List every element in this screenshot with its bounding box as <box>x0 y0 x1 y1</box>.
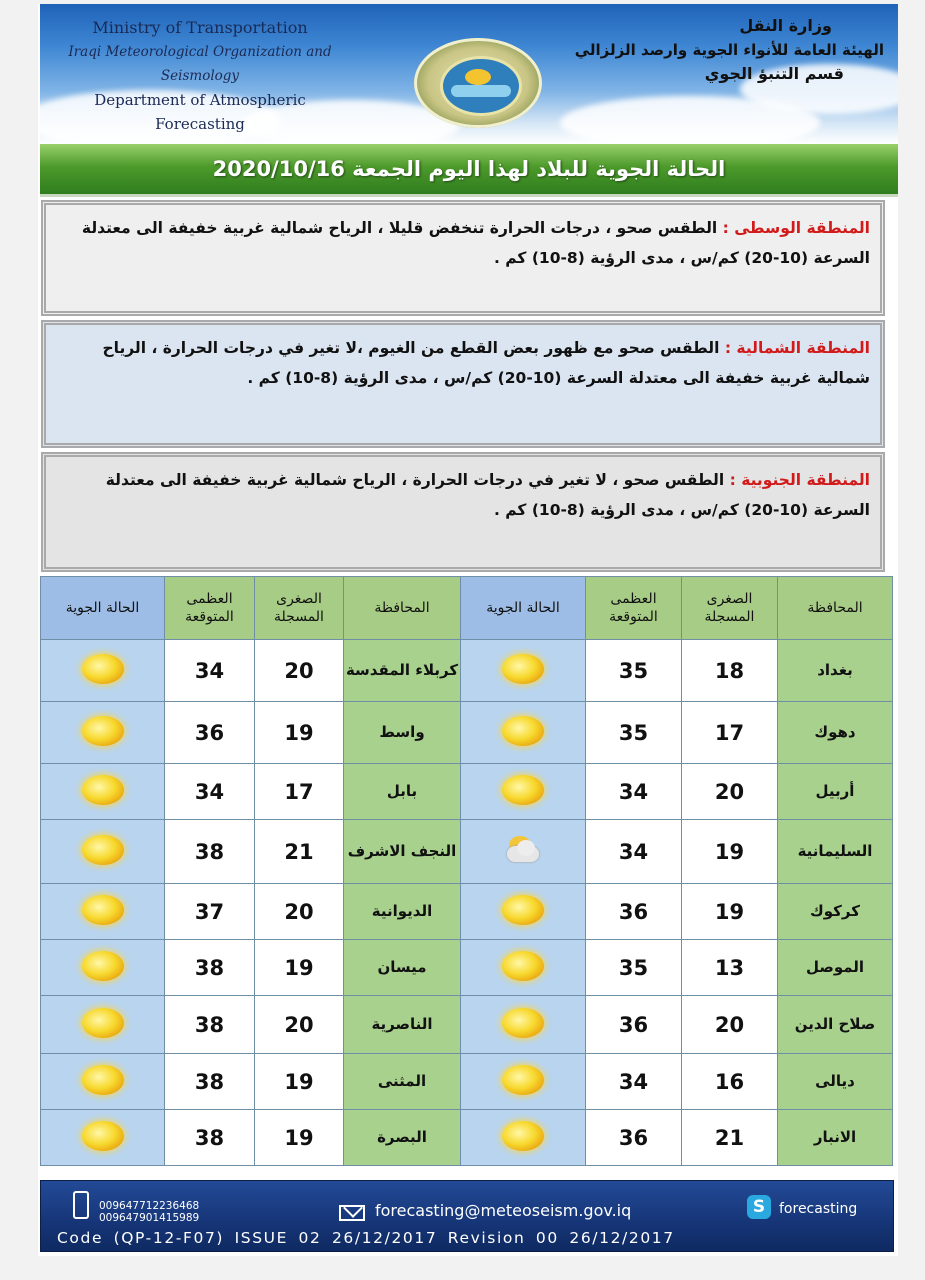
email-address[interactable]: forecasting@meteoseism.gov.iq <box>375 1201 632 1220</box>
sun-icon <box>82 1121 124 1151</box>
header-banner <box>40 4 898 144</box>
min-temp-cell: 17 <box>682 702 778 764</box>
governorate-cell: واسط <box>344 702 461 764</box>
governorate-cell: بابل <box>344 764 461 820</box>
max-temp-cell: 34 <box>586 820 682 884</box>
governorate-cell: السليمانية <box>778 820 893 884</box>
region-name: المنطقة الجنوبية : <box>729 471 870 489</box>
governorate-cell: الموصل <box>778 940 893 996</box>
governorate-cell: الناصرية <box>344 996 461 1054</box>
sun-icon <box>502 1008 544 1038</box>
phone-numbers <box>99 1200 199 1224</box>
governorate-cell: الانبار <box>778 1110 893 1166</box>
governorate-cell: بغداد <box>778 640 893 702</box>
partly-cloudy-icon <box>503 834 543 866</box>
condition-cell <box>461 640 586 702</box>
min-temp-cell: 13 <box>682 940 778 996</box>
header-governorate: المحافظة <box>778 577 893 640</box>
governorate-cell: أربيل <box>778 764 893 820</box>
min-temp-cell: 19 <box>255 1110 344 1166</box>
header-min-temp: الصغرى المسجلة <box>255 577 344 640</box>
condition-cell <box>41 764 165 820</box>
skype-handle[interactable]: forecasting <box>779 1201 858 1217</box>
phone-number: 009647712236468 <box>99 1200 200 1212</box>
governorate-cell: دهوك <box>778 702 893 764</box>
region-name: المنطقة الشمالية : <box>724 339 870 357</box>
sun-icon <box>502 1121 544 1151</box>
condition-cell <box>41 996 165 1054</box>
governorate-cell: كربلاء المقدسة <box>344 640 461 702</box>
sun-icon <box>82 775 124 805</box>
min-temp-cell: 20 <box>255 884 344 940</box>
ministry-name-ar: وزارة النقل <box>739 16 832 35</box>
condition-cell <box>41 1054 165 1110</box>
header-max-temp: العظمى المتوقعة <box>586 577 682 640</box>
condition-cell <box>41 884 165 940</box>
sun-icon <box>82 835 124 865</box>
max-temp-cell: 36 <box>165 702 255 764</box>
table-row <box>41 1054 893 1110</box>
max-temp-cell: 38 <box>165 1110 255 1166</box>
max-temp-cell: 38 <box>165 1054 255 1110</box>
table-row <box>41 884 893 940</box>
min-temp-cell: 20 <box>255 640 344 702</box>
header-condition: الحالة الجوية <box>41 577 165 640</box>
region-forecast-text: الطقس صحو ، درجات الحرارة تنخفض قليلا ، الرياح شمالية غربية خفيفة الى معتدلة السرعة (10-20) كم/س ، مدى الرؤية (8-10) كم . <box>81 219 870 267</box>
condition-cell <box>461 996 586 1054</box>
sun-icon <box>502 775 544 805</box>
min-temp-cell: 19 <box>682 820 778 884</box>
condition-cell <box>41 940 165 996</box>
max-temp-cell: 36 <box>586 1110 682 1166</box>
min-temp-cell: 21 <box>255 820 344 884</box>
governorate-cell: ميسان <box>344 940 461 996</box>
condition-cell <box>41 640 165 702</box>
region-south <box>41 452 885 572</box>
table-row <box>41 1110 893 1166</box>
max-temp-cell: 37 <box>165 884 255 940</box>
max-temp-cell: 34 <box>165 640 255 702</box>
max-temp-cell: 35 <box>586 702 682 764</box>
table-row <box>41 764 893 820</box>
max-temp-cell: 34 <box>165 764 255 820</box>
organization-seal-icon <box>414 38 542 128</box>
header-condition: الحالة الجوية <box>461 577 586 640</box>
min-temp-cell: 19 <box>682 884 778 940</box>
table-row <box>41 820 893 884</box>
min-temp-cell: 19 <box>255 1054 344 1110</box>
sun-icon <box>82 716 124 746</box>
sun-icon <box>82 1065 124 1095</box>
condition-cell <box>41 820 165 884</box>
max-temp-cell: 38 <box>165 996 255 1054</box>
condition-cell <box>461 1054 586 1110</box>
max-temp-cell: 36 <box>586 884 682 940</box>
header-governorate: المحافظة <box>344 577 461 640</box>
condition-cell <box>461 702 586 764</box>
sun-icon <box>502 895 544 925</box>
sun-icon <box>82 654 124 684</box>
skype-icon: S <box>747 1195 771 1219</box>
table-row <box>41 702 893 764</box>
max-temp-cell: 38 <box>165 820 255 884</box>
table-row <box>41 640 893 702</box>
condition-cell <box>41 702 165 764</box>
min-temp-cell: 20 <box>682 996 778 1054</box>
sun-icon <box>502 1065 544 1095</box>
forecast-table <box>40 576 893 1166</box>
governorate-cell: النجف الاشرف <box>344 820 461 884</box>
min-temp-cell: 17 <box>255 764 344 820</box>
region-forecast-text: الطقس صحو ، لا تغير في درجات الحرارة ، الرياح شمالية غربية خفيفة الى معتدلة السرعة (10-20) كم/س ، مدى الرؤية (8-10) كم . <box>105 471 870 519</box>
governorate-cell: البصرة <box>344 1110 461 1166</box>
sun-icon <box>502 716 544 746</box>
sun-icon <box>502 951 544 981</box>
document-code: Code (QP-12-F07) ISSUE 02 26/12/2017 Revision 00 26/12/2017 <box>57 1229 675 1247</box>
min-temp-cell: 21 <box>682 1110 778 1166</box>
department-name-en: Department of Atmospheric Forecasting <box>94 91 306 133</box>
governorate-cell: الديوانية <box>344 884 461 940</box>
governorate-cell: المثنى <box>344 1054 461 1110</box>
min-temp-cell: 19 <box>255 940 344 996</box>
max-temp-cell: 35 <box>586 940 682 996</box>
region-forecast-text: الطقس صحو مع ظهور بعض القطع من الغيوم ،لا تغير في درجات الحرارة ، الرياح شمالية غربية خفيفة الى معتدلة السرعة (10-20) كم/س ، مدى الرؤية (8-10) كم . <box>102 339 870 387</box>
region-north <box>41 320 885 448</box>
min-temp-cell: 20 <box>255 996 344 1054</box>
condition-cell <box>461 1110 586 1166</box>
organization-name-en: Iraqi Meteorological Organization and Seismology <box>68 44 332 84</box>
governorate-cell: صلاح الدين <box>778 996 893 1054</box>
max-temp-cell: 36 <box>586 996 682 1054</box>
bulletin-page <box>38 4 898 1256</box>
mail-icon <box>339 1205 365 1221</box>
condition-cell <box>41 1110 165 1166</box>
min-temp-cell: 18 <box>682 640 778 702</box>
department-name-ar: قسم التنبؤ الجوي <box>704 64 844 83</box>
sun-icon <box>82 1008 124 1038</box>
footer-contact-bar <box>40 1180 894 1252</box>
condition-cell <box>461 940 586 996</box>
table-row <box>41 996 893 1054</box>
region-central <box>41 200 885 316</box>
phone-number: 009647901415989 <box>99 1212 200 1224</box>
governorate-cell: كركوك <box>778 884 893 940</box>
sun-icon <box>502 654 544 684</box>
header-english <box>50 16 350 136</box>
table-header-row <box>41 577 893 640</box>
max-temp-cell: 35 <box>586 640 682 702</box>
max-temp-cell: 34 <box>586 764 682 820</box>
condition-cell <box>461 764 586 820</box>
table-row <box>41 940 893 996</box>
governorate-cell: ديالى <box>778 1054 893 1110</box>
header-arabic <box>564 14 884 86</box>
max-temp-cell: 34 <box>586 1054 682 1110</box>
condition-cell <box>461 820 586 884</box>
min-temp-cell: 16 <box>682 1054 778 1110</box>
min-temp-cell: 19 <box>255 702 344 764</box>
sun-icon <box>82 895 124 925</box>
max-temp-cell: 38 <box>165 940 255 996</box>
ministry-name-en: Ministry of Transportation <box>92 18 308 37</box>
header-min-temp: الصغرى المسجلة <box>682 577 778 640</box>
min-temp-cell: 20 <box>682 764 778 820</box>
header-max-temp: العظمى المتوقعة <box>165 577 255 640</box>
region-name: المنطقة الوسطى : <box>722 219 870 237</box>
organization-name-ar: الهيئة العامة للأنواء الجوية وارصد الزلزالي <box>574 41 884 59</box>
sun-icon <box>82 951 124 981</box>
phone-icon <box>73 1191 89 1219</box>
bulletin-title: الحالة الجوية للبلاد لهذا اليوم الجمعة 2020/10/16 <box>40 144 898 197</box>
condition-cell <box>461 884 586 940</box>
